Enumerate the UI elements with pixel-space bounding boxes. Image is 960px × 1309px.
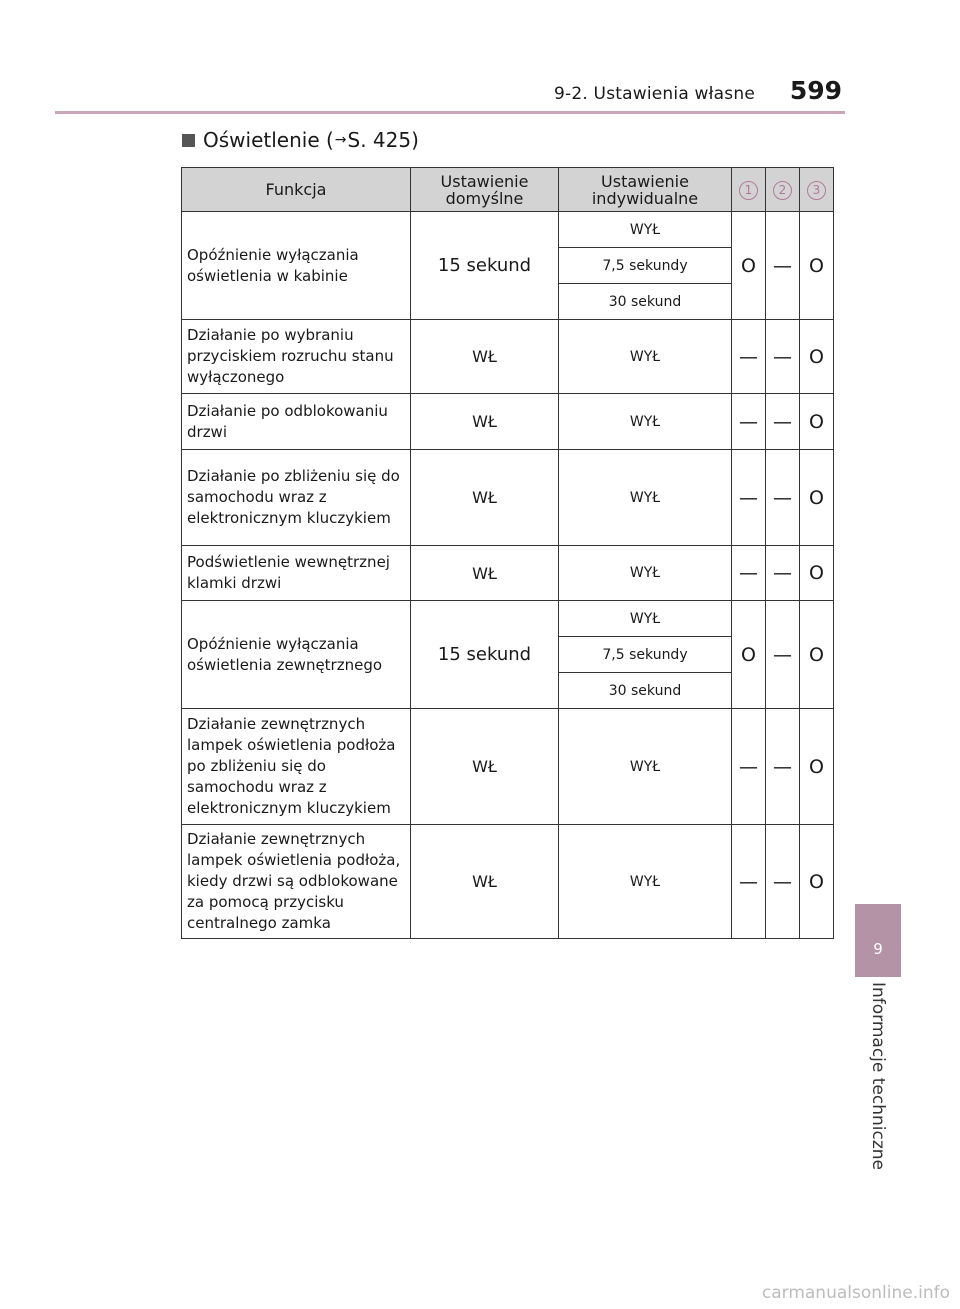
individual-option: WYŁ [559,320,732,394]
default-cell: WŁ [411,450,559,546]
table-row [182,450,834,546]
column-header-function: Funkcja [182,168,411,212]
mark-col1: — [732,825,766,939]
section-heading: 9-2. Ustawienia własne [553,84,755,104]
table-row [182,601,834,637]
section-title-ref: S. 425) [347,128,419,152]
table-row [182,394,834,450]
chapter-label: Informacje techniczne [868,981,888,1171]
default-cell: 15 sekund [411,601,559,709]
table-row [182,709,834,825]
mark-col2: — [766,709,800,825]
mark-col3: O [800,212,834,320]
table-row [182,546,834,601]
mark-col1: — [732,546,766,601]
individual-option: 7,5 sekundy [559,248,732,284]
individual-option: 7,5 sekundy [559,637,732,673]
mark-col2: — [766,450,800,546]
mark-col3: O [800,394,834,450]
mark-col3: O [800,709,834,825]
table-row [182,825,834,939]
default-cell: WŁ [411,825,559,939]
column-header-1 [732,168,766,212]
circled-2-icon: 2 [773,181,792,200]
mark-col3: O [800,825,834,939]
chapter-tab [855,904,901,977]
function-cell: Działanie po zbliżeniu się do samochodu wraz z elektronicznym kluczykiem [182,450,411,546]
settings-table [181,167,834,939]
mark-col2: — [766,394,800,450]
mark-col1: — [732,450,766,546]
column-header-individual: Ustawienie indywidualne [559,168,732,212]
mark-col3: O [800,320,834,394]
column-header-3 [800,168,834,212]
mark-col2: — [766,320,800,394]
individual-option: WYŁ [559,825,732,939]
header-rule [55,111,845,114]
table-row [182,212,834,248]
mark-col2: — [766,212,800,320]
section-title [182,128,419,152]
watermark: carmanualsonline.info [761,1283,950,1303]
circled-3-icon: 3 [807,181,826,200]
function-cell: Działanie po wybraniu przyciskiem rozruchu stanu wyłączonego [182,320,411,394]
mark-col1: — [732,709,766,825]
square-bullet-icon [182,134,195,147]
mark-col1: O [732,601,766,709]
mark-col3: O [800,450,834,546]
function-cell: Podświetlenie wewnętrznej klamki drzwi [182,546,411,601]
individual-option: WYŁ [559,709,732,825]
individual-option: WYŁ [559,450,732,546]
default-cell: WŁ [411,709,559,825]
arrow-icon: → [334,132,347,148]
mark-col3: O [800,601,834,709]
column-header-default: Ustawienie domyślne [411,168,559,212]
function-cell: Opóźnienie wyłączania oświetlenia zewnętrznego [182,601,411,709]
column-header-2 [766,168,800,212]
individual-option: 30 sekund [559,673,732,709]
table-header-row [182,168,834,212]
function-cell: Działanie po odblokowaniu drzwi [182,394,411,450]
circled-1-icon: 1 [739,181,758,200]
default-cell: WŁ [411,546,559,601]
mark-col1: — [732,320,766,394]
default-cell: 15 sekund [411,212,559,320]
table-row [182,320,834,394]
mark-col2: — [766,601,800,709]
page-header [0,0,960,120]
mark-col1: O [732,212,766,320]
mark-col1: — [732,394,766,450]
individual-option: WYŁ [559,212,732,248]
default-cell: WŁ [411,394,559,450]
function-cell: Działanie zewnętrznych lampek oświetlenia podłoża po zbliżeniu się do samochodu wraz z elektronicznym kluczykiem [182,709,411,825]
default-cell: WŁ [411,320,559,394]
individual-option: 30 sekund [559,284,732,320]
page-number: 599 [789,76,842,105]
individual-option: WYŁ [559,601,732,637]
individual-option: WYŁ [559,394,732,450]
mark-col2: — [766,546,800,601]
chapter-number: 9 [873,940,883,958]
section-title-text: Oświetlenie ( [203,128,334,152]
mark-col2: — [766,825,800,939]
individual-option: WYŁ [559,546,732,601]
function-cell: Opóźnienie wyłączania oświetlenia w kabinie [182,212,411,320]
function-cell: Działanie zewnętrznych lampek oświetlenia podłoża, kiedy drzwi są odblokowane za pomocą przycisku centralnego zamka [182,825,411,939]
mark-col3: O [800,546,834,601]
